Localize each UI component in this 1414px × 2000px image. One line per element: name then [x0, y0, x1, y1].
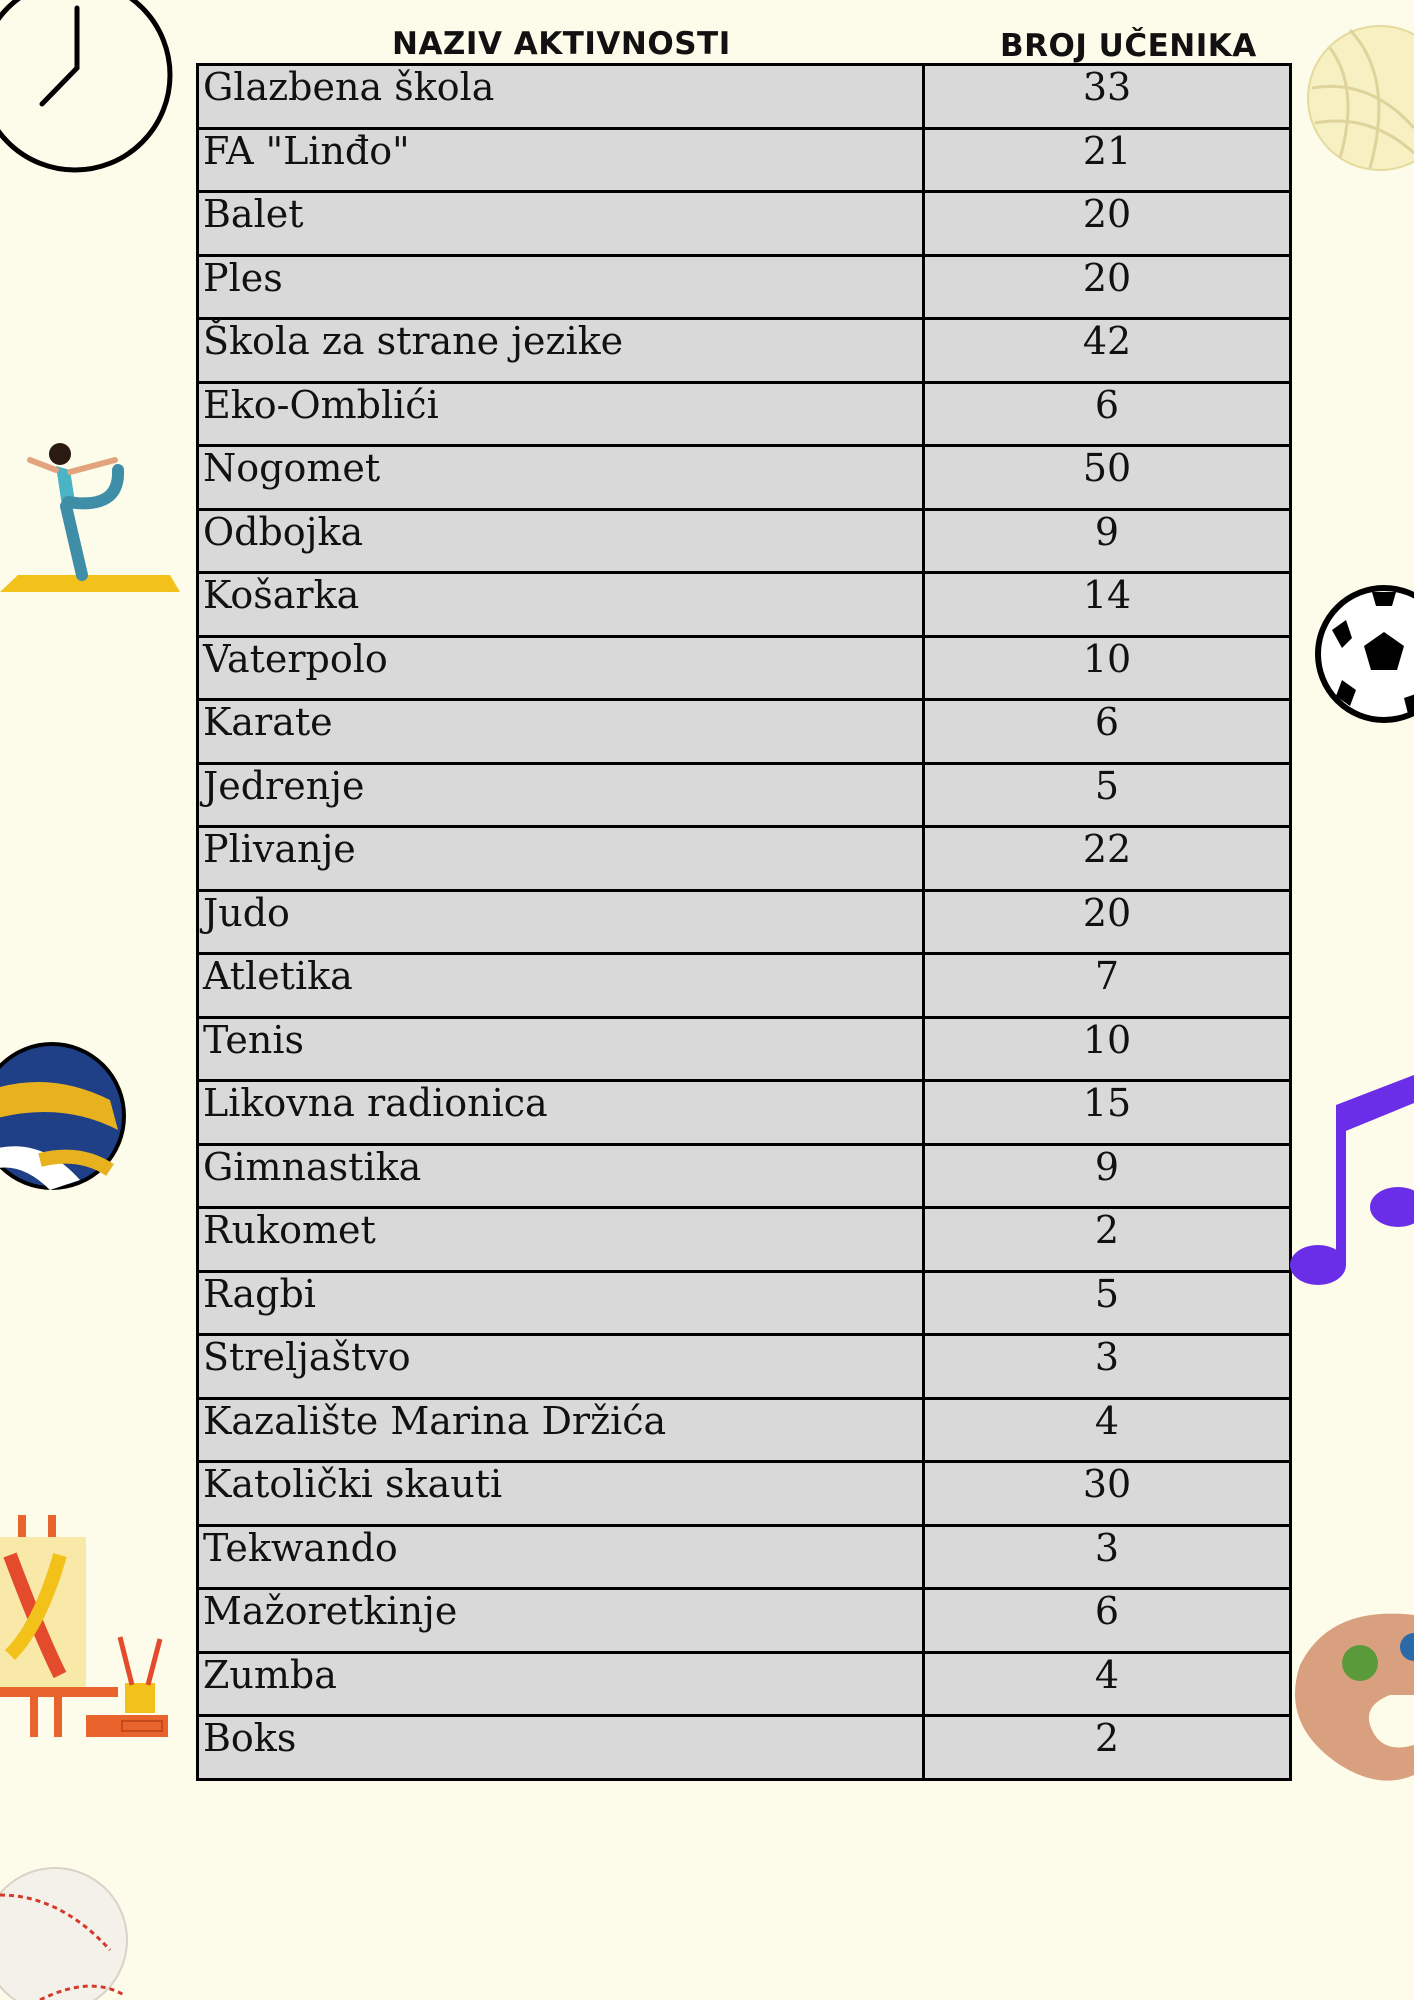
student-count: 9 — [924, 509, 1291, 573]
student-count: 20 — [924, 192, 1291, 256]
activity-name: Boks — [198, 1716, 924, 1780]
activity-name: Balet — [198, 192, 924, 256]
activity-name: Škola za strane jezike — [198, 319, 924, 383]
activity-name: Nogomet — [198, 446, 924, 510]
activity-name: Mažoretkinje — [198, 1589, 924, 1653]
student-count: 50 — [924, 446, 1291, 510]
table-row — [198, 128, 1291, 192]
student-count: 20 — [924, 890, 1291, 954]
activity-name: Vaterpolo — [198, 636, 924, 700]
student-count: 3 — [924, 1335, 1291, 1399]
table-row — [198, 1398, 1291, 1462]
table-row — [198, 573, 1291, 637]
table-row — [198, 954, 1291, 1018]
student-count: 9 — [924, 1144, 1291, 1208]
activity-name: Jedrenje — [198, 763, 924, 827]
activity-name: Zumba — [198, 1652, 924, 1716]
volleyball-icon — [0, 1040, 128, 1192]
soccer-ball-icon — [1312, 580, 1414, 728]
table-row — [198, 382, 1291, 446]
count-column-header: BROJ UČENIKA — [1000, 28, 1257, 64]
student-count: 10 — [924, 1017, 1291, 1081]
table-row — [198, 1462, 1291, 1526]
activity-name: Katolički skauti — [198, 1462, 924, 1526]
student-count: 5 — [924, 1271, 1291, 1335]
activity-name: FA "Linđo" — [198, 128, 924, 192]
easel-icon — [0, 1515, 172, 1745]
table-row — [198, 446, 1291, 510]
table-row — [198, 700, 1291, 764]
student-count: 7 — [924, 954, 1291, 1018]
activity-name: Karate — [198, 700, 924, 764]
student-count: 22 — [924, 827, 1291, 891]
table-row — [198, 255, 1291, 319]
student-count: 6 — [924, 700, 1291, 764]
student-count: 14 — [924, 573, 1291, 637]
student-count: 15 — [924, 1081, 1291, 1145]
table-row — [198, 1589, 1291, 1653]
student-count: 5 — [924, 763, 1291, 827]
student-count: 2 — [924, 1208, 1291, 1272]
table-row — [198, 509, 1291, 573]
table-row — [198, 1525, 1291, 1589]
table-row — [198, 1716, 1291, 1780]
student-count: 33 — [924, 65, 1291, 129]
table-row — [198, 1144, 1291, 1208]
activity-name: Tekwando — [198, 1525, 924, 1589]
student-count: 4 — [924, 1398, 1291, 1462]
table-row — [198, 636, 1291, 700]
activity-name: Rukomet — [198, 1208, 924, 1272]
baseball-icon — [0, 1855, 130, 2000]
activity-name: Tenis — [198, 1017, 924, 1081]
student-count: 42 — [924, 319, 1291, 383]
activity-name: Gimnastika — [198, 1144, 924, 1208]
student-count: 21 — [924, 128, 1291, 192]
table-row — [198, 319, 1291, 383]
activity-name: Odbojka — [198, 509, 924, 573]
music-note-icon — [1280, 1075, 1414, 1295]
paint-palette-icon — [1290, 1605, 1414, 1785]
activity-column-header: NAZIV AKTIVNOSTI — [392, 26, 731, 62]
student-count: 10 — [924, 636, 1291, 700]
student-count: 3 — [924, 1525, 1291, 1589]
activities-table — [196, 63, 1292, 1781]
table-row — [198, 1335, 1291, 1399]
activity-name: Glazbena škola — [198, 65, 924, 129]
table-row — [198, 827, 1291, 891]
clock-icon — [0, 0, 180, 180]
table-row — [198, 890, 1291, 954]
table-row — [198, 1017, 1291, 1081]
volleyball-icon — [1300, 18, 1414, 178]
activity-name: Streljaštvo — [198, 1335, 924, 1399]
activity-name: Eko-Omblići — [198, 382, 924, 446]
activity-name: Plivanje — [198, 827, 924, 891]
student-count: 2 — [924, 1716, 1291, 1780]
table-row — [198, 1081, 1291, 1145]
table-row — [198, 763, 1291, 827]
activity-name: Judo — [198, 890, 924, 954]
activity-name: Košarka — [198, 573, 924, 637]
student-count: 6 — [924, 1589, 1291, 1653]
table-row — [198, 1208, 1291, 1272]
table-row — [198, 1271, 1291, 1335]
activity-name: Ples — [198, 255, 924, 319]
activity-name: Atletika — [198, 954, 924, 1018]
table-row — [198, 192, 1291, 256]
table-row — [198, 65, 1291, 129]
yoga-figure-icon — [0, 430, 185, 600]
student-count: 4 — [924, 1652, 1291, 1716]
student-count: 20 — [924, 255, 1291, 319]
student-count: 30 — [924, 1462, 1291, 1526]
student-count: 6 — [924, 382, 1291, 446]
table-row — [198, 1652, 1291, 1716]
activity-name: Ragbi — [198, 1271, 924, 1335]
activity-name: Kazalište Marina Držića — [198, 1398, 924, 1462]
activity-name: Likovna radionica — [198, 1081, 924, 1145]
